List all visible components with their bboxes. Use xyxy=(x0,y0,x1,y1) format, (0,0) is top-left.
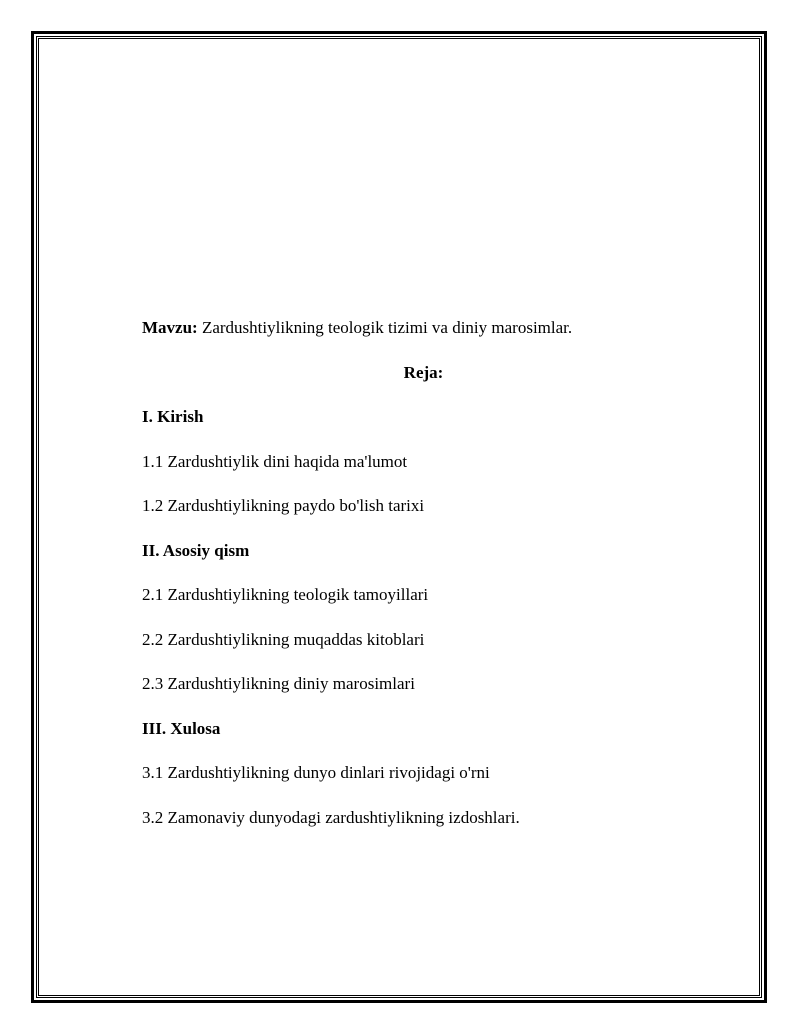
section-heading: I. Kirish xyxy=(142,407,204,426)
topic-label: Mavzu: xyxy=(142,318,198,337)
plan-item: 3.1 Zardushtiylikning dunyo dinlari rivojidagi o'rni xyxy=(142,763,490,782)
plan-item: 2.3 Zardushtiylikning diniy marosimlari xyxy=(142,674,415,693)
plan-item: 2.2 Zardushtiylikning muqaddas kitoblari xyxy=(142,629,425,649)
plan-heading: Reja: xyxy=(403,362,444,382)
section-heading: II. Asosiy qism xyxy=(142,540,250,560)
plan-item: 1.2 Zardushtiylikning paydo bo'lish tarixi xyxy=(142,496,425,515)
plan-item: 2.1 Zardushtiylikning teologik tamoyillari xyxy=(142,585,429,604)
document-body xyxy=(142,318,662,852)
section-heading: III. Xulosa xyxy=(142,718,221,738)
plan-item: 3.2 Zamonaviy dunyodagi zardushtiylikning izdoshlari. xyxy=(142,807,520,827)
topic-line xyxy=(142,318,662,338)
plan-item: 1.1 Zardushtiylik dini haqida ma'lumot xyxy=(142,451,408,471)
topic-text: Zardushtiylikning teologik tizimi va diniy marosimlar. xyxy=(197,318,573,337)
